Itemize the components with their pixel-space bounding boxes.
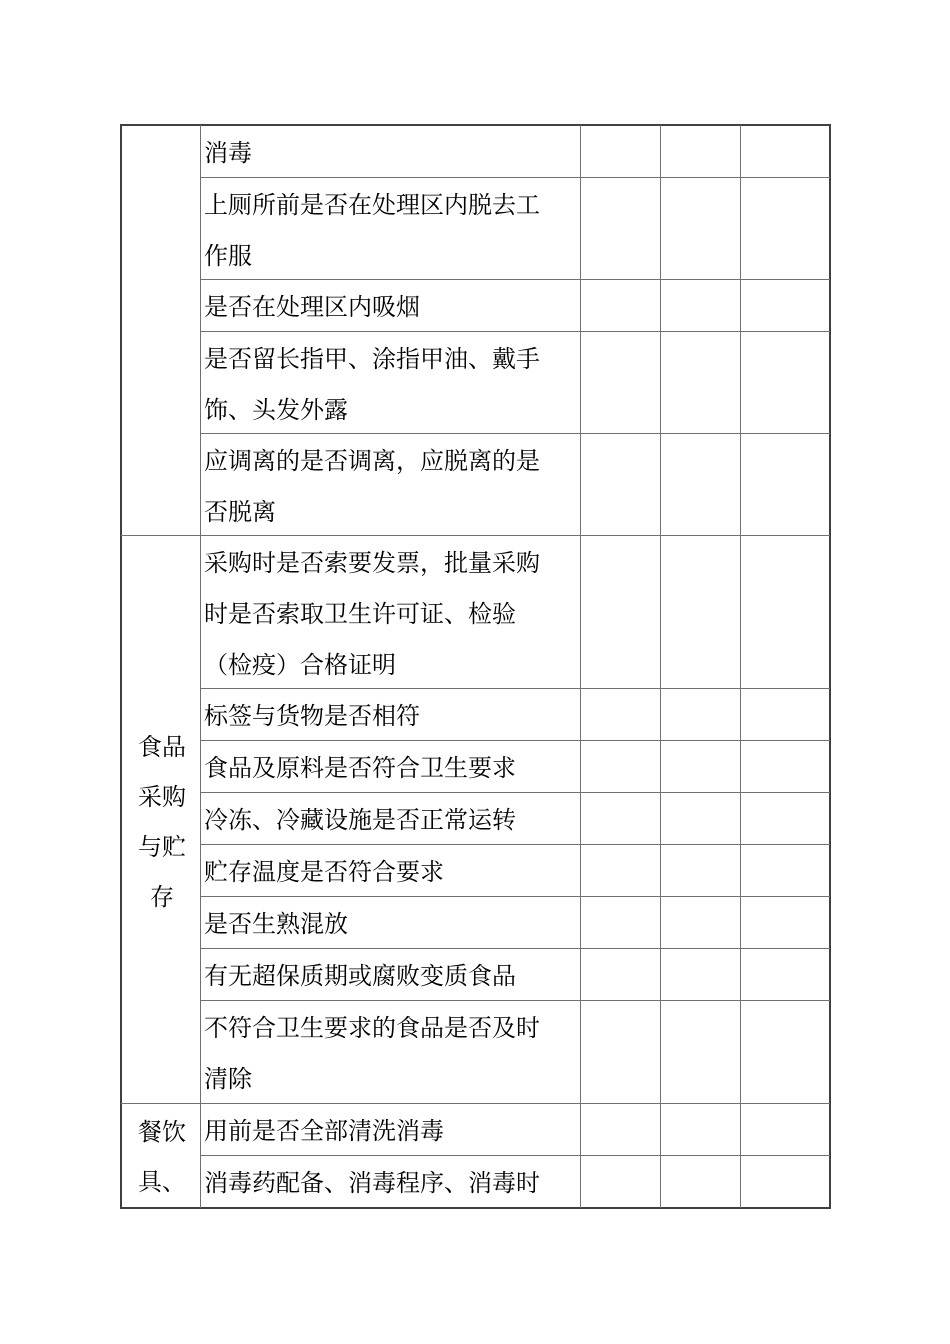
check-item: 标签与货物是否相符 — [204, 702, 420, 730]
col-divider-item — [580, 125, 581, 1208]
check-item: 采购时是否索要发票，批量采购 时是否索取卫生许可证、检验 （检疫）合格证明 — [204, 549, 540, 679]
check-item: 食品及原料是否符合卫生要求 — [204, 754, 516, 782]
check-item: 消毒药配备、消毒程序、消毒时 — [204, 1169, 540, 1197]
category-food-purchase-storage: 食品 采购 与贮 存 — [138, 733, 186, 911]
check-item: 消毒 — [204, 139, 252, 167]
check-item: 是否留长指甲、涂指甲油、戴手 饰、头发外露 — [204, 345, 540, 424]
col-divider-category — [200, 125, 201, 1208]
check-item: 用前是否全部清洗消毒 — [204, 1117, 444, 1145]
col-divider-3 — [660, 125, 661, 1208]
check-item: 冷冻、冷藏设施是否正常运转 — [204, 806, 516, 834]
check-item: 上厕所前是否在处理区内脱去工 作服 — [204, 191, 540, 270]
col-divider-4 — [740, 125, 741, 1208]
check-item: 不符合卫生要求的食品是否及时 清除 — [204, 1014, 540, 1093]
check-item: 应调离的是否调离，应脱离的是 否脱离 — [204, 447, 540, 526]
check-item: 是否生熟混放 — [204, 910, 348, 938]
check-item: 是否在处理区内吸烟 — [204, 293, 420, 321]
check-item: 有无超保质期或腐败变质食品 — [204, 962, 516, 990]
check-item: 贮存温度是否符合要求 — [204, 858, 444, 886]
category-tableware: 餐饮 具、 — [138, 1118, 186, 1196]
